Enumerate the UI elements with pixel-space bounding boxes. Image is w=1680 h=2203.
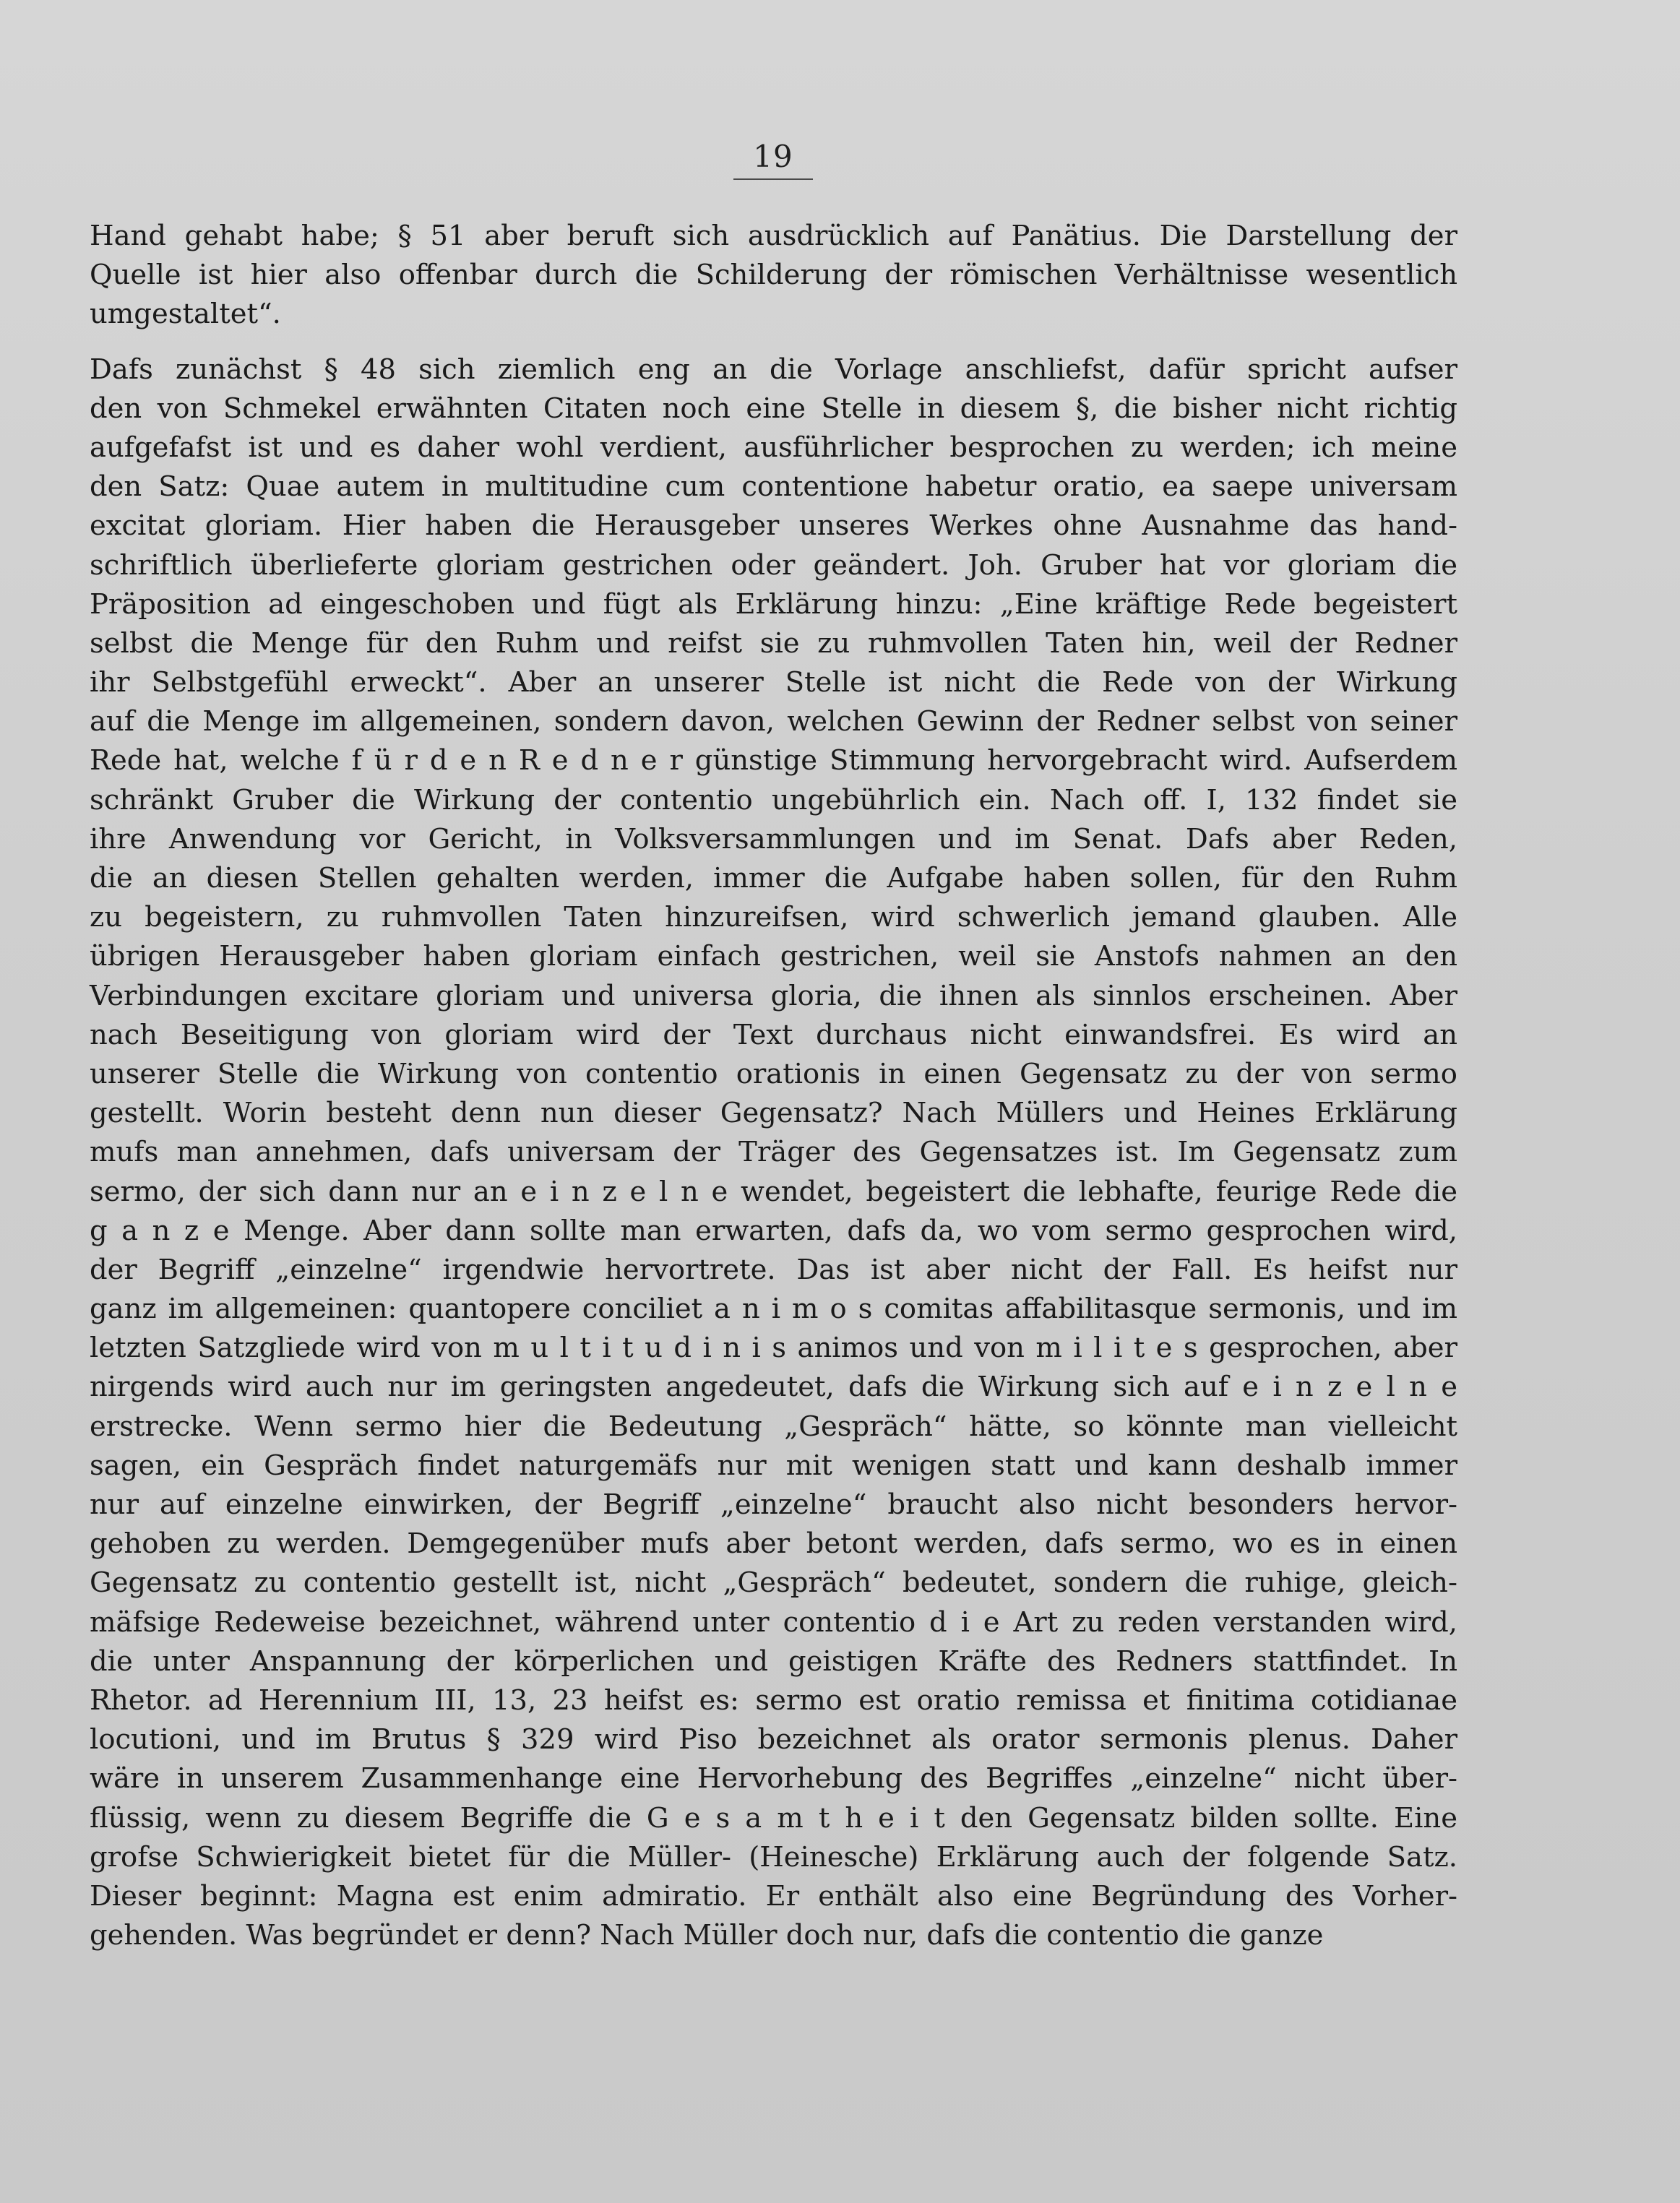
text-line: nach Beseitigung von gloriam wird der Text durchaus nicht einwandsfrei. Es wird an: [90, 1018, 1457, 1051]
text-line: mufs man annehmen, dafs universam der Träger des Gegensatzes ist. Im Gegensatz zum: [90, 1136, 1457, 1169]
text-line: Hand gehabt habe; § 51 aber beruft sich ausdrücklich auf Panätius. Die Darstellung der: [90, 220, 1457, 252]
text-line: umgestaltet“.: [90, 298, 281, 331]
text-line: den Satz: Quae autem in multitudine cum contentione habetur oratio, ea saepe universam: [90, 470, 1457, 504]
text-line: locutioni, und im Brutus § 329 wird Piso bezeichnet als orator sermonis plenus. Daher: [90, 1723, 1457, 1756]
text-line: die unter Anspannung der körperlichen und geistigen Kräfte des Redners stattfindet. In: [90, 1644, 1457, 1678]
page-number: 19: [753, 139, 793, 174]
text-line: ganz im allgemeinen: quantopere conciliet a n i m o s comitas affabilitasque sermonis, und im: [90, 1293, 1457, 1326]
text-line: schriftlich überlieferte gloriam gestrichen oder geändert. Joh. Gruber hat vor gloriam die: [90, 548, 1457, 582]
text-line: übrigen Herausgeber haben gloriam einfach gestrichen, weil sie Anstofs nahmen an den: [90, 940, 1457, 973]
paragraph: [90, 217, 1457, 335]
text-line: grofse Schwierigkeit bietet für die Müller- (Heinesche) Erklärung auch der folgende Satz.: [90, 1840, 1457, 1874]
text-line: gehenden. Was begründet er denn? Nach Müller doch nur, dafs die contentio die ganze: [90, 1919, 1324, 1952]
text-line: schränkt Gruber die Wirkung der contentio ungebührlich ein. Nach off. I, 132 findet sie: [90, 783, 1457, 816]
text-line: Dieser beginnt: Magna est enim admiratio. Er enthält also eine Begründung des Vorher-: [90, 1879, 1457, 1913]
text-line: nirgends wird auch nur im geringsten angedeutet, dafs die Wirkung sich auf e i n z e l n e: [90, 1371, 1457, 1404]
paragraph: [90, 350, 1457, 1956]
text-line: erstrecke. Wenn sermo hier die Bedeutung „Gespräch“ hätte, so könnte man vielleicht: [90, 1410, 1457, 1443]
text-line: letzten Satzgliede wird von m u l t i t u d i n i s animos und von m i l i t e s gesprochen, aber: [90, 1332, 1457, 1365]
text-line: Rede hat, welche f ü r d e n R e d n e r günstige Stimmung hervorgebracht wird. Aufserdem: [90, 744, 1457, 777]
text-line: mäfsige Redeweise bezeichnet, während unter contentio d i e Art zu reden verstanden wird,: [90, 1605, 1457, 1639]
text-line: auf die Menge im allgemeinen, sondern davon, welchen Gewinn der Redner selbst von seiner: [90, 705, 1457, 738]
text-line: Rhetor. ad Herennium III, 13, 23 heifst es: sermo est oratio remissa et finitima cotidianae: [90, 1683, 1457, 1717]
text-line: der Begriff „einzelne“ irgendwie hervortrete. Das ist aber nicht der Fall. Es heifst nur: [90, 1253, 1457, 1286]
text-line: ihr Selbstgefühl erweckt“. Aber an unserer Stelle ist nicht die Rede von der Wirkung: [90, 666, 1457, 699]
text-line: sagen, ein Gespräch findet naturgemäfs nur mit wenigen statt und kann deshalb immer: [90, 1449, 1457, 1482]
paragraph-gap: [90, 335, 1457, 350]
text-line: nur auf einzelne einwirken, der Begriff „einzelne“ braucht also nicht besonders hervor-: [90, 1488, 1457, 1521]
text-line: Dafs zunächst § 48 sich ziemlich eng an die Vorlage anschliefst, dafür spricht aufser: [90, 353, 1457, 386]
body-text: [90, 217, 1457, 1955]
text-line: flüssig, wenn zu diesem Begriffe die G e s a m t h e i t den Gegensatz bilden sollte. Eine: [90, 1801, 1457, 1835]
text-line: wäre in unserem Zusammenhange eine Hervorhebung des Begriffes „einzelne“ nicht über-: [90, 1762, 1457, 1795]
text-line: excitat gloriam. Hier haben die Herausgeber unseres Werkes ohne Ausnahme das hand-: [90, 509, 1457, 543]
text-line: sermo, der sich dann nur an e i n z e l n e wendet, begeistert die lebhafte, feurige Rede die: [90, 1175, 1457, 1208]
text-line: aufgefafst ist und es daher wohl verdient, ausführlicher besprochen zu werden; ich meine: [90, 431, 1457, 464]
text-line: g a n z e Menge. Aber dann sollte man erwarten, dafs da, wo vom sermo gesprochen wird,: [90, 1214, 1457, 1247]
text-line: gestellt. Worin besteht denn nun dieser Gegensatz? Nach Müllers und Heines Erklärung: [90, 1097, 1457, 1130]
text-line: unserer Stelle die Wirkung von contentio orationis in einen Gegensatz zu der von sermo: [90, 1057, 1457, 1090]
text-line: gehoben zu werden. Demgegenüber mufs aber betont werden, dafs sermo, wo es in einen: [90, 1527, 1457, 1561]
page-number-rule: [733, 178, 813, 180]
text-line: Präposition ad eingeschoben und fügt als Erklärung hinzu: „Eine kräftige Rede begeistert: [90, 587, 1457, 621]
text-line: Verbindungen excitare gloriam und universa gloria, die ihnen als sinnlos erscheinen. Aber: [90, 979, 1457, 1012]
text-line: selbst die Menge für den Ruhm und reifst sie zu ruhmvollen Taten hin, weil der Redner: [90, 626, 1457, 660]
text-line: zu begeistern, zu ruhmvollen Taten hinzureifsen, wird schwerlich jemand glauben. Alle: [90, 901, 1457, 934]
text-line: Gegensatz zu contentio gestellt ist, nicht „Gespräch“ bedeutet, sondern die ruhige, gleich-: [90, 1566, 1457, 1600]
text-line: ihre Anwendung vor Gericht, in Volksversammlungen und im Senat. Dafs aber Reden,: [90, 822, 1457, 855]
text-line: den von Schmekel erwähnten Citaten noch eine Stelle in diesem §, die bisher nicht richtig: [90, 392, 1457, 425]
text-line: die an diesen Stellen gehalten werden, immer die Aufgabe haben sollen, für den Ruhm: [90, 862, 1457, 894]
text-line: Quelle ist hier also offenbar durch die Schilderung der römischen Verhältnisse wesentlich: [90, 259, 1457, 292]
